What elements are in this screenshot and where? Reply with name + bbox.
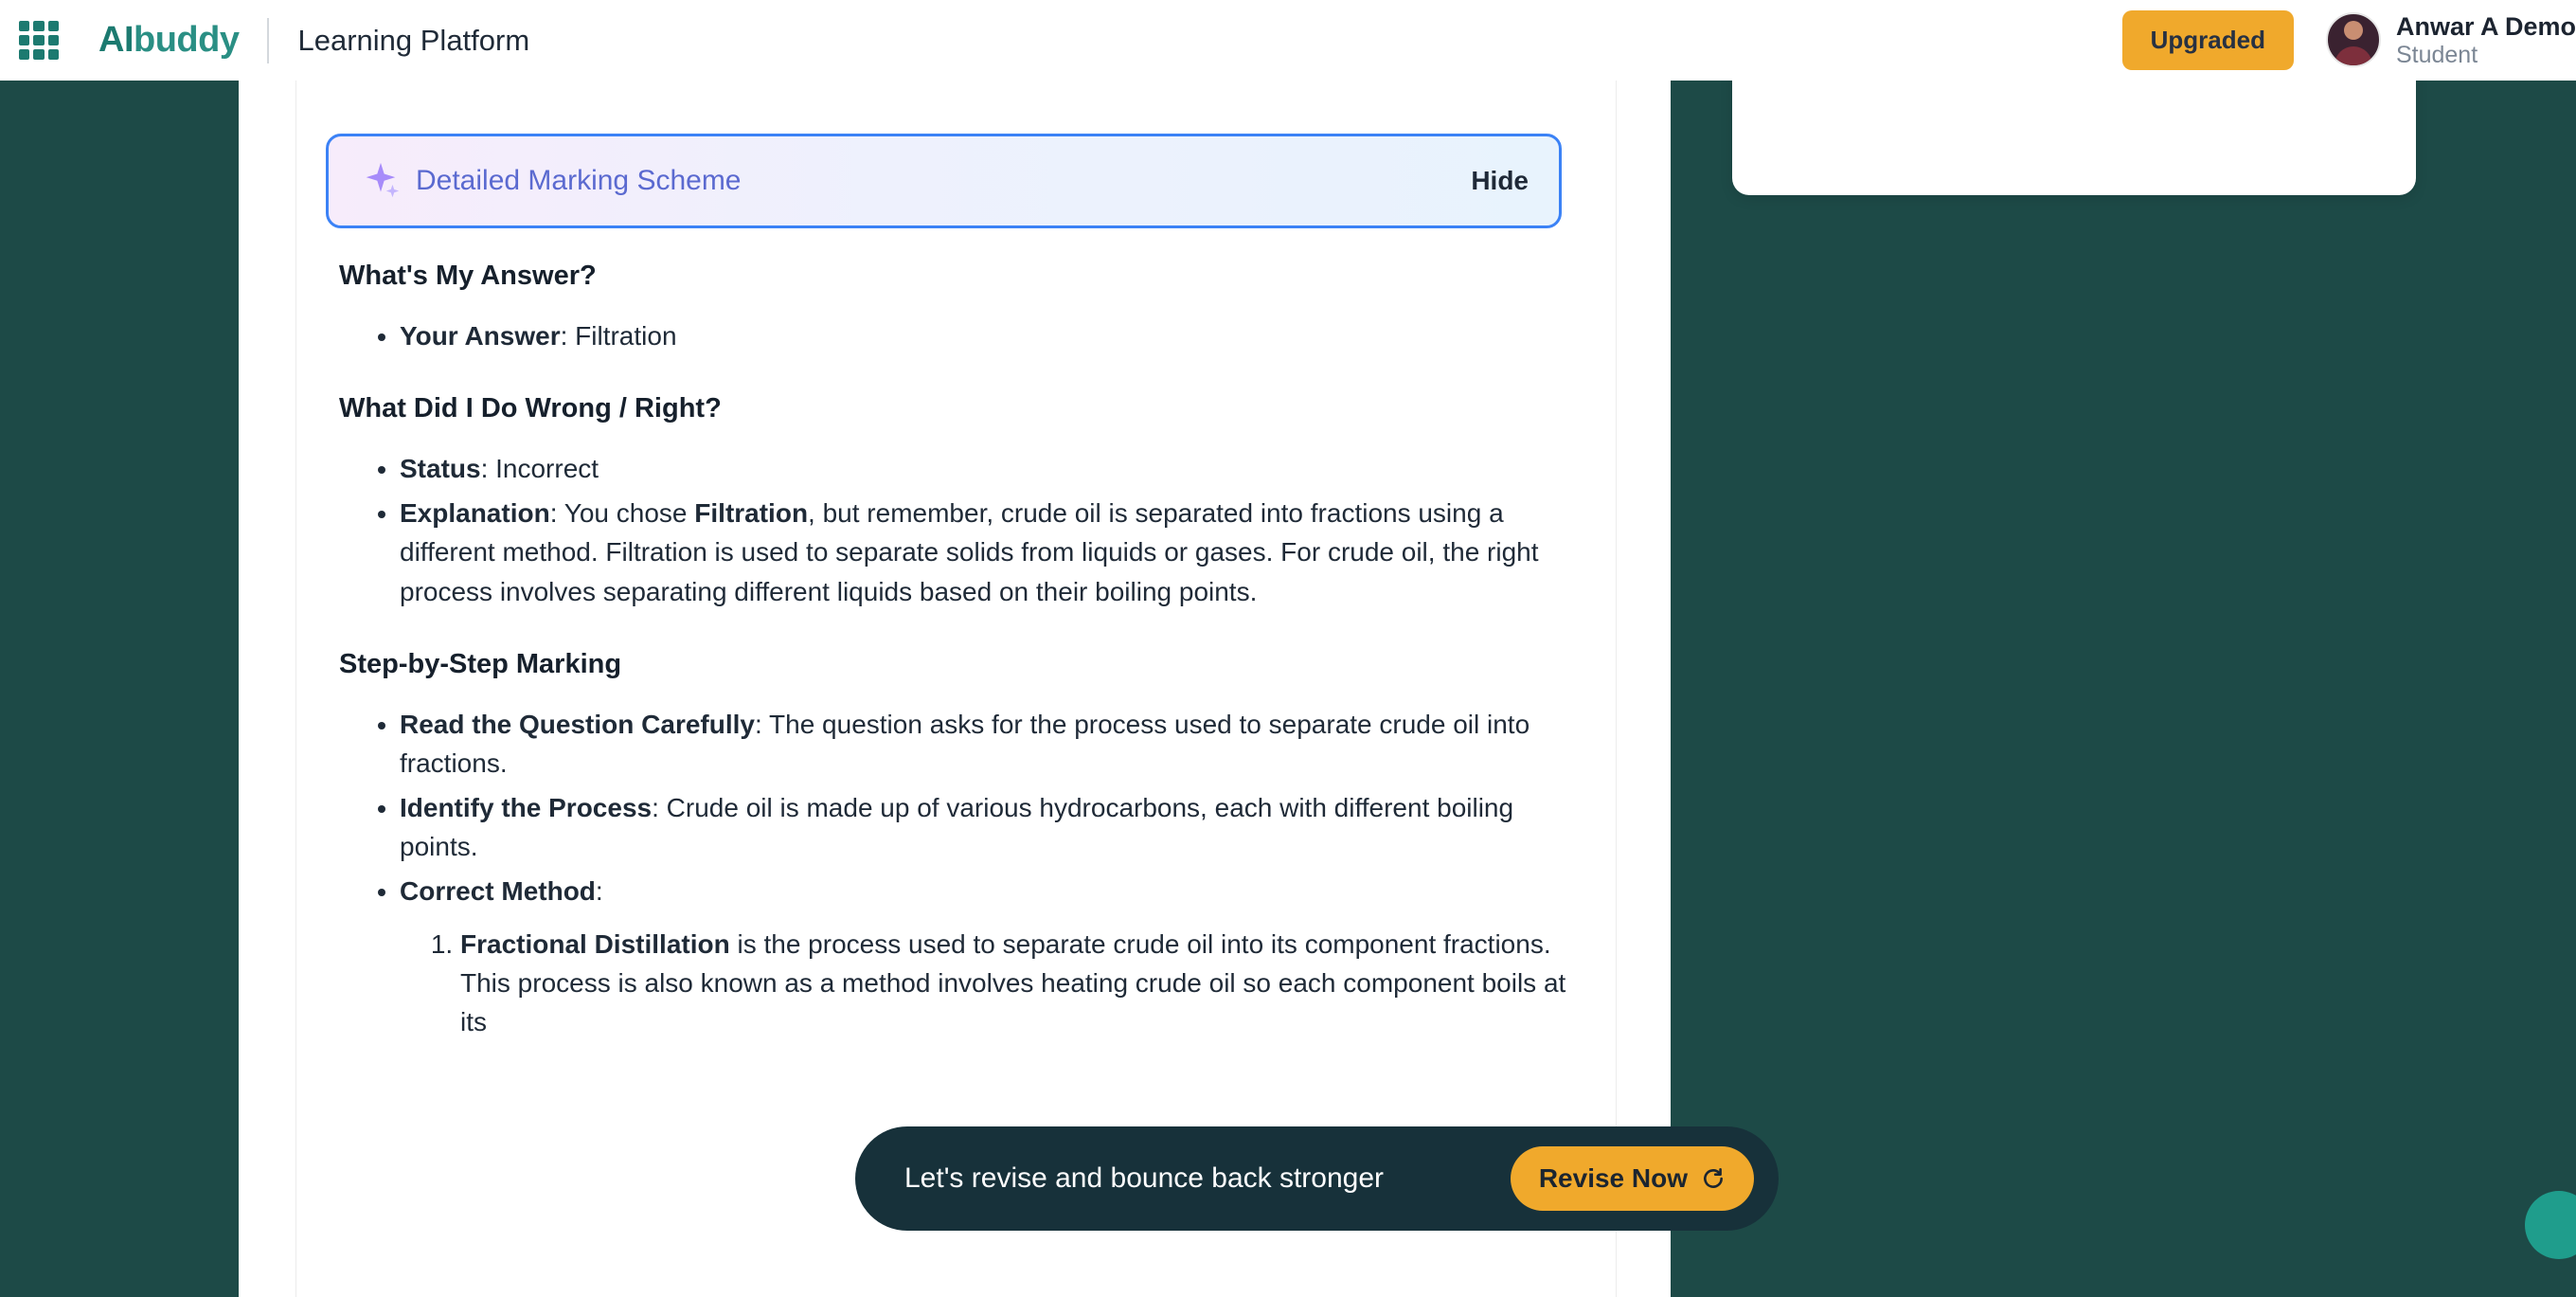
sub-item-1-label: Fractional Distillation [460,928,730,959]
explanation-part-2: , but remember, crude oil is separated into fractions using a different method. Filtration is used to separate solids from liquids or gases. For crude oil, the right process involves separating different liquids based on their boiling points. [400,498,1539,606]
user-name: Anwar A Demo [2395,11,2576,41]
section-wrong-right-heading: What Did I Do Wrong / Right? [339,393,722,424]
list-item [400,872,1566,1041]
explanation-label: Explanation [400,498,550,529]
marking-item-3-text: : [595,876,603,907]
section-step-marking [326,649,1566,1041]
hide-button[interactable]: Hide [1471,166,1529,195]
marking-item-1-text: : The question asks for the process used to separate crude oil into fractions. [400,709,1530,778]
section-step-marking-heading: Step-by-Step Marking [339,648,622,679]
marking-scheme-body [326,261,1566,1047]
header-divider [267,18,269,63]
list-item [400,705,1566,783]
sparkle-icon [359,159,402,203]
list-item [460,925,1566,1041]
content-column [239,81,1671,1297]
revise-now-button[interactable] [1511,1146,1754,1211]
brand-ai-text: AI [98,20,134,60]
brand-buddy-text: buddy [134,20,240,60]
answer-list [326,316,1566,355]
sub-item-1-text: is the process used to separate crude oil into its component fractions. This process is also known as a method involves heating crude oil so each component boils at its [460,928,1566,1036]
revise-now-label: Revise Now [1538,1163,1688,1193]
brand-logo[interactable] [98,20,239,61]
your-answer-label: Your Answer [400,321,561,351]
chat-bubble-button[interactable] [2525,1191,2576,1259]
marking-item-2-label: Identify the Process [400,793,653,823]
section-answer [326,261,1566,355]
toast-message: Let's revise and bounce back stronger [904,1162,1385,1194]
refresh-icon [1701,1166,1726,1191]
marking-sublist [400,925,1566,1041]
section-wrong-right [326,393,1566,611]
top-bar [0,0,2576,81]
wrong-right-list [326,449,1566,611]
marking-item-3-label: Correct Method [400,876,596,907]
list-item [400,494,1566,610]
user-role: Student [2395,41,2478,68]
list-item [400,788,1566,866]
explanation-part-1: : You chose [549,498,695,529]
avatar[interactable] [2326,12,2381,67]
marking-item-1-label: Read the Question Carefully [400,709,755,739]
your-answer-value: : Filtration [560,321,677,351]
section-answer-heading: What's My Answer? [339,261,597,291]
grid-apps-icon[interactable] [17,19,61,63]
user-menu[interactable] [2326,12,2576,69]
detailed-marking-scheme-banner[interactable] [326,134,1562,228]
status-label: Status [400,454,481,484]
list-item [400,449,1566,488]
user-info [2396,12,2576,69]
marking-list [326,705,1566,1041]
top-bar-right [2122,10,2576,70]
scheme-label: Detailed Marking Scheme [416,165,742,196]
status-value: : Incorrect [480,454,599,484]
list-item [400,316,1566,355]
page-title: Learning Platform [297,23,530,57]
upgraded-button[interactable]: Upgraded [2122,10,2294,70]
revise-toast [855,1126,1779,1231]
marking-item-2-text: : Crude oil is made up of various hydrocarbons, each with different boiling points. [400,793,1514,862]
explanation-highlight: Filtration [694,498,809,529]
